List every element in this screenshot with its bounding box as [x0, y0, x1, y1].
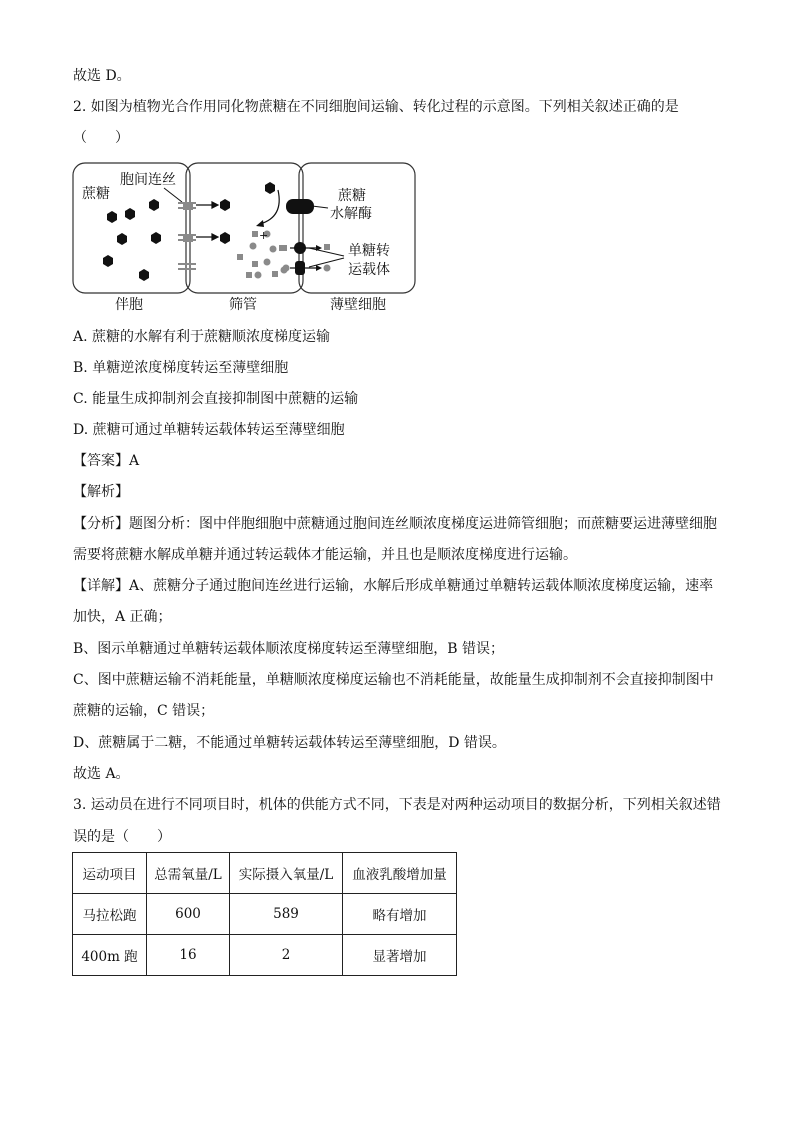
- option-c: C. 能量生成抑制剂会直接抑制图中蔗糖的运输: [73, 391, 359, 407]
- label-sucrase-2: 水解酶: [330, 206, 372, 222]
- sucrase-enzyme: [286, 199, 314, 214]
- analysis-title: 【解析】: [73, 484, 129, 500]
- sucrose-molecule: [220, 232, 230, 244]
- plasmodesmata-arrows: [196, 202, 218, 240]
- question-2-stem: 2. 如图为植物光合作用同化物蔗糖在不同细胞间运输、转化过程的示意图。下列相关叙述正确的是: [73, 99, 679, 115]
- option-d: D. 蔗糖可通过单糖转运载体转运至薄壁细胞: [73, 422, 345, 438]
- sucrose-molecule: [107, 211, 117, 223]
- table-cell: 显著增加: [343, 935, 457, 976]
- table-cell: 马拉松跑: [73, 894, 147, 935]
- question-3-stem: 3. 运动员在进行不同项目时，机体的供能方式不同，下表是对两种运动项目的数据分析，下列相关叙述错: [73, 797, 721, 813]
- option-b: B. 单糖逆浓度梯度转运至薄壁细胞: [73, 360, 289, 376]
- fenxi-line-1: 【分析】题图分析：图中伴胞细胞中蔗糖通过胞间连丝顺浓度梯度运进筛管细胞；而蔗糖要运进薄壁细胞: [73, 516, 717, 532]
- sucrose-molecule: [151, 232, 161, 244]
- sucrose-molecule: [125, 208, 135, 220]
- detail-line-3: B、图示单糖通过单糖转运载体顺浓度梯度转运至薄壁细胞，B 错误；: [73, 641, 505, 657]
- detail-line-6: D、蔗糖属于二糖，不能通过单糖转运载体转运至薄壁细胞，D 错误。: [73, 735, 506, 751]
- sucrose-molecule: [265, 182, 275, 194]
- question-3-bracket: 误的是（ ）: [73, 829, 171, 845]
- label-parenchyma-cell: 薄壁细胞: [330, 297, 386, 312]
- table-header-cell: 实际摄入氧量/L: [230, 853, 343, 894]
- exercise-data-table: [72, 852, 457, 976]
- sieve-tube-outline: [186, 163, 303, 293]
- hydrolysis-arrow: [260, 190, 279, 224]
- table-row: [73, 935, 457, 976]
- table-cell: 略有增加: [343, 894, 457, 935]
- sucrase-pointer: [312, 206, 328, 208]
- plasmodesmata-pointer: [164, 188, 182, 202]
- label-transporter-2: 运载体: [348, 262, 390, 278]
- label-transporter-1: 单糖转: [348, 243, 390, 259]
- table-header-cell: 运动项目: [73, 853, 147, 894]
- table-cell: 600: [147, 894, 230, 935]
- monosaccharide-transporters: [281, 242, 331, 275]
- table-header-row: [73, 853, 457, 894]
- plasmodesmata-blocks: [183, 202, 193, 242]
- option-a: A. 蔗糖的水解有利于蔗糖顺浓度梯度运输: [73, 329, 331, 345]
- table-cell: 400m 跑: [73, 935, 147, 976]
- sucrose-molecule: [220, 199, 230, 211]
- detail-line-4: C、图中蔗糖运输不消耗能量，单糖顺浓度梯度运输也不消耗能量，故能量生成抑制剂不会直接抑制图中: [73, 672, 714, 688]
- table-cell: 16: [147, 935, 230, 976]
- table-header-cell: 总需氧量/L: [147, 853, 230, 894]
- table-cell: 2: [230, 935, 343, 976]
- sucrose-molecules-companion: [103, 199, 161, 281]
- table-header-cell: 血液乳酸增加量: [343, 853, 457, 894]
- label-companion-cell: 伴胞: [115, 297, 143, 312]
- fenxi-line-2: 需要将蔗糖水解成单糖并通过转运载体才能运输，并且也是顺浓度梯度进行运输。: [73, 547, 577, 563]
- sucrose-transport-diagram: [72, 162, 417, 312]
- sucrose-molecule: [117, 233, 127, 245]
- question-2-bracket: （ ）: [73, 130, 129, 146]
- previous-answer: 故选 D。: [73, 68, 131, 84]
- answer: 【答案】A: [73, 453, 140, 469]
- sucrose-molecule: [139, 269, 149, 281]
- table-cell: 589: [230, 894, 343, 935]
- hydrolysis-arrowhead: [256, 220, 264, 227]
- question-2-final: 故选 A。: [73, 766, 130, 782]
- label-sieve-tube: 筛管: [229, 297, 257, 312]
- detail-line-2: 加快，A 正确；: [73, 609, 172, 625]
- detail-line-1: 【详解】A、蔗糖分子通过胞间连丝进行运输，水解后形成单糖通过单糖转运载体顺浓度梯度运输，速率: [73, 578, 714, 594]
- detail-line-5: 蔗糖的运输，C 错误；: [73, 703, 215, 719]
- plus-sign: +: [259, 229, 269, 242]
- sucrose-molecule: [103, 255, 113, 267]
- label-sucrase-1: 蔗糖: [338, 188, 366, 204]
- label-sucrose: 蔗糖: [82, 186, 110, 202]
- label-plasmodesmata: 胞间连丝: [120, 172, 176, 188]
- table-row: [73, 894, 457, 935]
- sucrose-molecule: [149, 199, 159, 211]
